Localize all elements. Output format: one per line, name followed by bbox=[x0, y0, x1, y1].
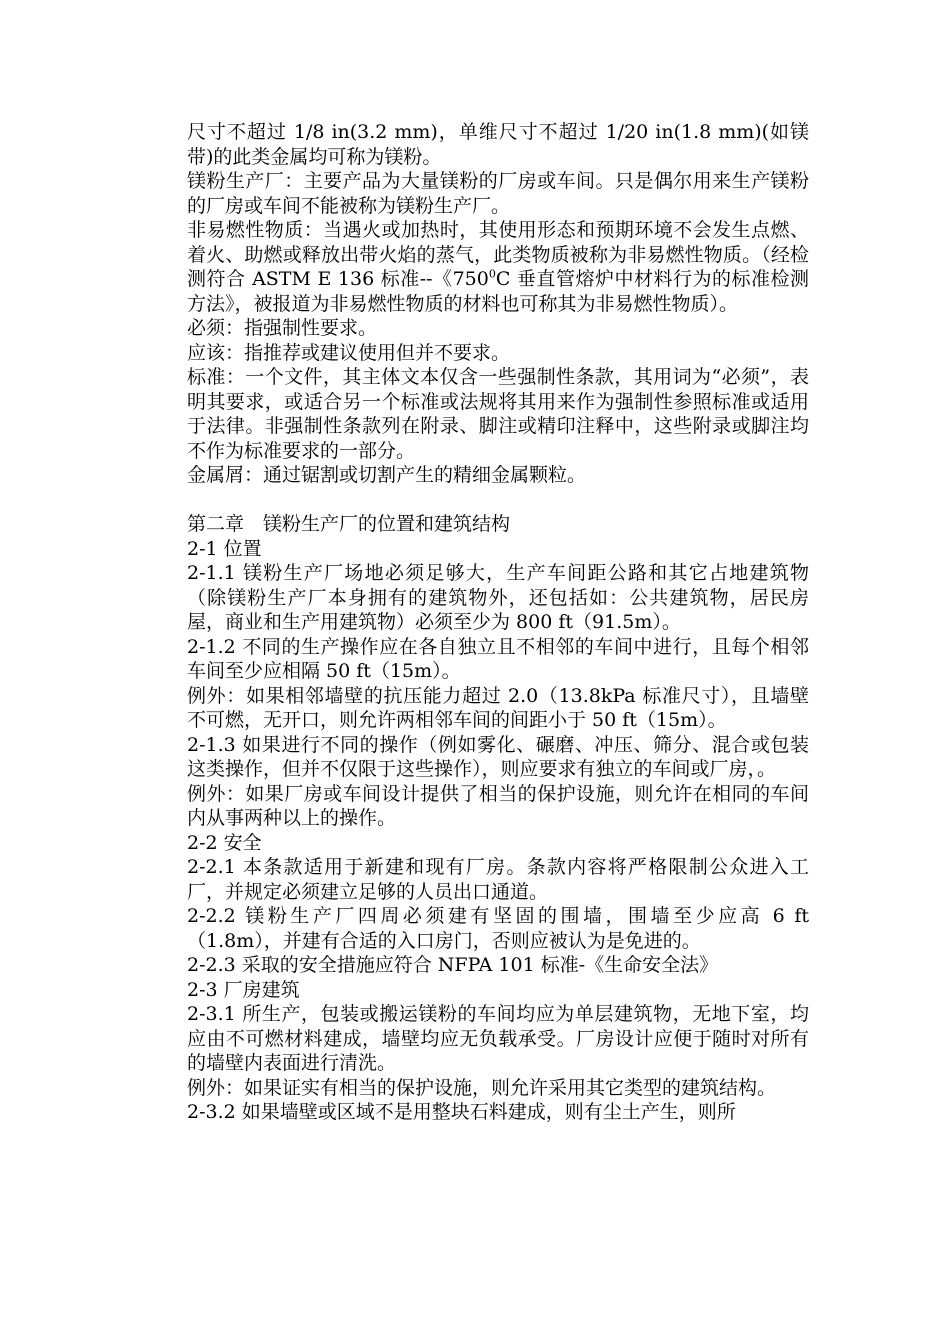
document-page bbox=[187, 120, 809, 1125]
chapter-heading: 第二章 镁粉生产厂的位置和建筑结构 bbox=[187, 513, 511, 535]
clause-2-2-1: 2-2.1 本条款适用于新建和现有厂房。条款内容将严格限制公众进入工厂，并规定必须建立足够的人员出口通道。 bbox=[187, 856, 809, 903]
section-heading-location: 2-1 位置 bbox=[187, 537, 262, 560]
paragraph-shall-definition: 必须：指强制性要求。 bbox=[187, 317, 378, 339]
clause-2-3-1: 2-3.1 所生产，包装或搬运镁粉的车间均应为单层建筑物，无地下室，均应由不可燃材料建成，墙壁均应无负载承受。厂房设计应便于随时对所有的墙壁内表面进行清洗。 bbox=[187, 1003, 809, 1074]
clause-2-2-3: 2-2.3 采取的安全措施应符合 NFPA 101 标准-《生命安全法》 bbox=[187, 954, 719, 976]
section-heading-building-construction: 2-3 厂房建筑 bbox=[187, 978, 300, 1001]
exception-2-1-2: 例外：如果相邻墙壁的抗压能力超过 2.0（13.8kPa 标准尺寸），且墙壁不可燃，无开口，则允许两相邻车间的间距小于 50 ft（15m）。 bbox=[187, 684, 809, 731]
paragraph-noncombustible-definition bbox=[187, 218, 809, 316]
noncombustible-text-part-2: C 垂直管熔炉中材料行为的标准检测方法》，被报道为非易燃性物质的材料也可称其为非易燃性物质）。 bbox=[187, 268, 810, 315]
blank-line bbox=[187, 488, 809, 513]
noncombustible-text-part-1: 非易燃性物质：当遇火或加热时，其使用形态和预期环境不会发生点燃、着火、助燃或释放出带火焰的蒸气，此类物质被称为非易燃性物质。（经检测符合 ASTM E 136 标准--《750 bbox=[187, 219, 809, 290]
paragraph-metal-chips-definition: 金属屑：通过锯割或切割产生的精细金属颗粒。 bbox=[187, 464, 587, 486]
clause-2-3-2: 2-3.2 如果墙壁或区域不是用整块石料建成，则有尘土产生，则所 bbox=[187, 1101, 736, 1123]
paragraph-magnesium-powder-definition: 尺寸不超过 1/8 in(3.2 mm)，单维尺寸不超过 1/20 in(1.8 mm)(如镁带)的此类金属均可称为镁粉。 bbox=[187, 121, 809, 168]
superscript-zero: 0 bbox=[488, 267, 496, 281]
clause-2-1-1: 2-1.1 镁粉生产厂场地必须足够大，生产车间距公路和其它占地建筑物（除镁粉生产厂本身拥有的建筑物外，还包括如：公共建筑物，居民房屋，商业和生产用建筑物）必须至少为 800 ft（91.5m）。 bbox=[187, 562, 809, 633]
clause-2-2-2: 2-2.2 镁粉生产厂四周必须建有坚固的围墙，围墙至少应高 6 ft（1.8m），并建有合适的入口房门，否则应被认为是免进的。 bbox=[187, 905, 809, 952]
exception-2-3-1: 例外：如果证实有相当的保护设施，则允许采用其它类型的建筑结构。 bbox=[187, 1076, 777, 1099]
paragraph-standard-definition: 标准：一个文件，其主体文本仅含一些强制性条款，其用词为“必须”，表明其要求，或适合另一个标准或法规将其用来作为强制性参照标准或适用于法律。非强制性条款列在附录、脚注或精印注释中，这些附录或脚注均不作为标准要求的一部分。 bbox=[187, 366, 809, 462]
section-heading-security: 2-2 安全 bbox=[187, 831, 262, 854]
paragraph-powder-plant-definition: 镁粉生产厂：主要产品为大量镁粉的厂房或车间。只是偶尔用来生产镁粉的厂房或车间不能被称为镁粉生产厂。 bbox=[187, 170, 809, 217]
exception-2-1-3: 例外：如果厂房或车间设计提供了相当的保护设施，则允许在相同的车间内从事两种以上的操作。 bbox=[187, 782, 809, 829]
clause-2-1-3: 2-1.3 如果进行不同的操作（例如雾化、碾磨、冲压、筛分、混合或包装这类操作，但并不仅限于这些操作），则应要求有独立的车间或厂房，。 bbox=[187, 733, 809, 780]
paragraph-should-definition: 应该：指推荐或建议使用但并不要求。 bbox=[187, 341, 511, 364]
clause-2-1-2: 2-1.2 不同的生产操作应在各自独立且不相邻的车间中进行，且每个相邻车间至少应相隔 50 ft（15m）。 bbox=[187, 635, 809, 682]
